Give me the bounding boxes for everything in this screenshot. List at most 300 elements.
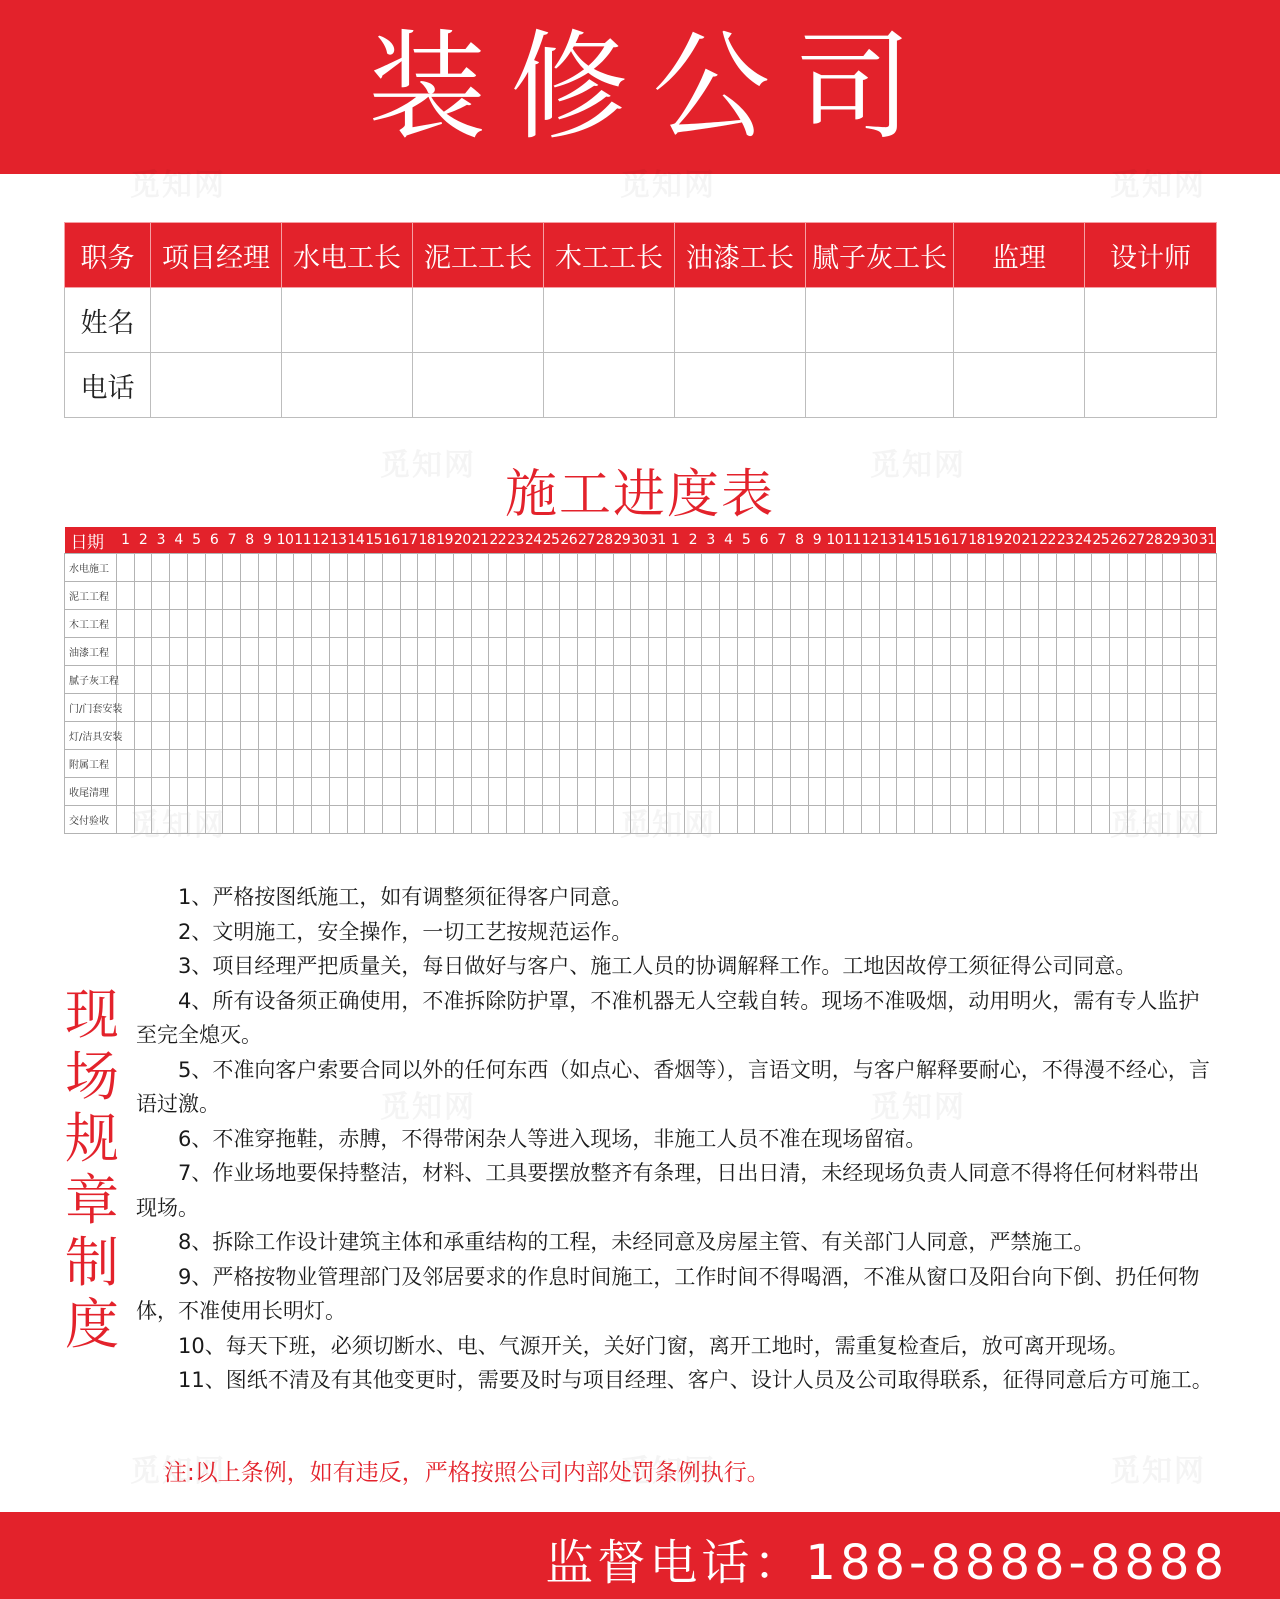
schedule-cell[interactable]: [915, 582, 933, 610]
schedule-cell[interactable]: [383, 750, 401, 778]
schedule-cell[interactable]: [117, 638, 135, 666]
schedule-cell[interactable]: [241, 694, 259, 722]
schedule-cell[interactable]: [205, 694, 223, 722]
schedule-cell[interactable]: [595, 666, 613, 694]
schedule-cell[interactable]: [578, 582, 596, 610]
schedule-cell[interactable]: [187, 750, 205, 778]
schedule-cell[interactable]: [524, 554, 542, 582]
schedule-cell[interactable]: [755, 750, 773, 778]
schedule-cell[interactable]: [1163, 806, 1181, 834]
schedule-cell[interactable]: [897, 750, 915, 778]
schedule-cell[interactable]: [985, 638, 1003, 666]
schedule-cell[interactable]: [985, 722, 1003, 750]
schedule-cell[interactable]: [1198, 554, 1216, 582]
schedule-cell[interactable]: [755, 778, 773, 806]
schedule-cell[interactable]: [1092, 806, 1110, 834]
schedule-cell[interactable]: [1039, 750, 1057, 778]
schedule-cell[interactable]: [1145, 806, 1163, 834]
schedule-cell[interactable]: [223, 694, 241, 722]
schedule-cell[interactable]: [790, 778, 808, 806]
schedule-cell[interactable]: [702, 666, 720, 694]
schedule-cell[interactable]: [170, 666, 188, 694]
schedule-cell[interactable]: [666, 806, 684, 834]
schedule-cell[interactable]: [1039, 666, 1057, 694]
schedule-cell[interactable]: [1127, 638, 1145, 666]
schedule-cell[interactable]: [294, 778, 312, 806]
schedule-cell[interactable]: [985, 666, 1003, 694]
schedule-cell[interactable]: [117, 582, 135, 610]
schedule-cell[interactable]: [241, 750, 259, 778]
schedule-cell[interactable]: [578, 722, 596, 750]
schedule-cell[interactable]: [276, 638, 294, 666]
schedule-cell[interactable]: [932, 722, 950, 750]
schedule-cell[interactable]: [595, 554, 613, 582]
schedule-cell[interactable]: [507, 694, 525, 722]
schedule-cell[interactable]: [595, 694, 613, 722]
schedule-cell[interactable]: [436, 722, 454, 750]
schedule-cell[interactable]: [347, 638, 365, 666]
schedule-cell[interactable]: [631, 666, 649, 694]
schedule-cell[interactable]: [471, 582, 489, 610]
schedule-cell[interactable]: [719, 582, 737, 610]
schedule-cell[interactable]: [790, 806, 808, 834]
schedule-cell[interactable]: [134, 610, 152, 638]
schedule-cell[interactable]: [471, 554, 489, 582]
schedule-cell[interactable]: [808, 694, 826, 722]
schedule-cell[interactable]: [383, 554, 401, 582]
schedule-cell[interactable]: [932, 750, 950, 778]
schedule-cell[interactable]: [932, 666, 950, 694]
schedule-cell[interactable]: [613, 666, 631, 694]
schedule-cell[interactable]: [205, 750, 223, 778]
schedule-cell[interactable]: [117, 610, 135, 638]
schedule-cell[interactable]: [897, 666, 915, 694]
schedule-cell[interactable]: [542, 638, 560, 666]
schedule-cell[interactable]: [1056, 750, 1074, 778]
schedule-cell[interactable]: [578, 666, 596, 694]
schedule-cell[interactable]: [1181, 750, 1199, 778]
schedule-cell[interactable]: [755, 666, 773, 694]
schedule-cell[interactable]: [187, 582, 205, 610]
schedule-cell[interactable]: [702, 554, 720, 582]
schedule-cell[interactable]: [1127, 582, 1145, 610]
schedule-cell[interactable]: [436, 694, 454, 722]
schedule-cell[interactable]: [861, 806, 879, 834]
schedule-cell[interactable]: [950, 610, 968, 638]
schedule-cell[interactable]: [844, 582, 862, 610]
schedule-cell[interactable]: [170, 806, 188, 834]
name-cell[interactable]: [413, 288, 544, 353]
schedule-cell[interactable]: [1003, 750, 1021, 778]
schedule-cell[interactable]: [1003, 778, 1021, 806]
schedule-cell[interactable]: [560, 554, 578, 582]
schedule-cell[interactable]: [968, 750, 986, 778]
schedule-cell[interactable]: [666, 722, 684, 750]
schedule-cell[interactable]: [861, 722, 879, 750]
schedule-cell[interactable]: [790, 610, 808, 638]
schedule-cell[interactable]: [1003, 666, 1021, 694]
schedule-cell[interactable]: [968, 778, 986, 806]
schedule-cell[interactable]: [755, 582, 773, 610]
schedule-cell[interactable]: [1074, 638, 1092, 666]
schedule-cell[interactable]: [613, 582, 631, 610]
schedule-cell[interactable]: [294, 750, 312, 778]
schedule-cell[interactable]: [1145, 666, 1163, 694]
schedule-cell[interactable]: [1110, 582, 1128, 610]
schedule-cell[interactable]: [915, 694, 933, 722]
schedule-cell[interactable]: [1056, 582, 1074, 610]
schedule-cell[interactable]: [985, 694, 1003, 722]
schedule-cell[interactable]: [258, 610, 276, 638]
schedule-cell[interactable]: [1163, 694, 1181, 722]
schedule-cell[interactable]: [524, 666, 542, 694]
schedule-cell[interactable]: [808, 638, 826, 666]
schedule-cell[interactable]: [329, 610, 347, 638]
schedule-cell[interactable]: [826, 806, 844, 834]
schedule-cell[interactable]: [737, 666, 755, 694]
schedule-cell[interactable]: [542, 778, 560, 806]
schedule-cell[interactable]: [844, 666, 862, 694]
schedule-cell[interactable]: [489, 694, 507, 722]
name-cell[interactable]: [282, 288, 413, 353]
schedule-cell[interactable]: [187, 806, 205, 834]
schedule-cell[interactable]: [347, 610, 365, 638]
schedule-cell[interactable]: [560, 750, 578, 778]
schedule-cell[interactable]: [205, 778, 223, 806]
schedule-cell[interactable]: [649, 694, 667, 722]
schedule-cell[interactable]: [773, 610, 791, 638]
schedule-cell[interactable]: [1074, 582, 1092, 610]
schedule-cell[interactable]: [365, 694, 383, 722]
schedule-cell[interactable]: [1181, 638, 1199, 666]
schedule-cell[interactable]: [578, 778, 596, 806]
schedule-cell[interactable]: [241, 778, 259, 806]
schedule-cell[interactable]: [737, 750, 755, 778]
schedule-cell[interactable]: [294, 806, 312, 834]
schedule-cell[interactable]: [400, 806, 418, 834]
schedule-cell[interactable]: [347, 666, 365, 694]
schedule-cell[interactable]: [223, 722, 241, 750]
schedule-cell[interactable]: [1074, 666, 1092, 694]
schedule-cell[interactable]: [950, 722, 968, 750]
schedule-cell[interactable]: [560, 582, 578, 610]
schedule-cell[interactable]: [258, 778, 276, 806]
schedule-cell[interactable]: [312, 694, 330, 722]
schedule-cell[interactable]: [134, 666, 152, 694]
schedule-cell[interactable]: [241, 582, 259, 610]
schedule-cell[interactable]: [950, 750, 968, 778]
schedule-cell[interactable]: [950, 694, 968, 722]
schedule-cell[interactable]: [595, 582, 613, 610]
schedule-cell[interactable]: [418, 666, 436, 694]
schedule-cell[interactable]: [187, 778, 205, 806]
schedule-cell[interactable]: [932, 694, 950, 722]
schedule-cell[interactable]: [152, 582, 170, 610]
schedule-cell[interactable]: [737, 554, 755, 582]
schedule-cell[interactable]: [773, 778, 791, 806]
schedule-cell[interactable]: [347, 778, 365, 806]
phone-cell[interactable]: [1085, 353, 1217, 418]
schedule-cell[interactable]: [719, 554, 737, 582]
schedule-cell[interactable]: [915, 638, 933, 666]
schedule-cell[interactable]: [507, 778, 525, 806]
schedule-cell[interactable]: [560, 806, 578, 834]
schedule-cell[interactable]: [1198, 806, 1216, 834]
schedule-cell[interactable]: [1198, 694, 1216, 722]
schedule-cell[interactable]: [1003, 722, 1021, 750]
schedule-cell[interactable]: [649, 638, 667, 666]
schedule-cell[interactable]: [666, 750, 684, 778]
schedule-cell[interactable]: [631, 554, 649, 582]
schedule-cell[interactable]: [418, 610, 436, 638]
schedule-cell[interactable]: [294, 666, 312, 694]
schedule-cell[interactable]: [489, 722, 507, 750]
schedule-cell[interactable]: [453, 694, 471, 722]
schedule-cell[interactable]: [826, 610, 844, 638]
schedule-cell[interactable]: [1092, 722, 1110, 750]
schedule-cell[interactable]: [649, 806, 667, 834]
schedule-cell[interactable]: [489, 666, 507, 694]
schedule-cell[interactable]: [436, 554, 454, 582]
schedule-cell[interactable]: [1145, 750, 1163, 778]
schedule-cell[interactable]: [507, 610, 525, 638]
schedule-cell[interactable]: [542, 554, 560, 582]
schedule-cell[interactable]: [205, 638, 223, 666]
schedule-cell[interactable]: [737, 610, 755, 638]
schedule-cell[interactable]: [187, 722, 205, 750]
schedule-cell[interactable]: [453, 722, 471, 750]
schedule-cell[interactable]: [294, 610, 312, 638]
schedule-cell[interactable]: [276, 610, 294, 638]
schedule-cell[interactable]: [985, 582, 1003, 610]
schedule-cell[interactable]: [1145, 694, 1163, 722]
schedule-cell[interactable]: [187, 666, 205, 694]
schedule-cell[interactable]: [347, 554, 365, 582]
schedule-cell[interactable]: [613, 694, 631, 722]
schedule-cell[interactable]: [595, 778, 613, 806]
schedule-cell[interactable]: [755, 610, 773, 638]
schedule-cell[interactable]: [294, 554, 312, 582]
schedule-cell[interactable]: [542, 694, 560, 722]
schedule-cell[interactable]: [241, 610, 259, 638]
schedule-cell[interactable]: [808, 806, 826, 834]
schedule-cell[interactable]: [170, 778, 188, 806]
schedule-cell[interactable]: [773, 554, 791, 582]
schedule-cell[interactable]: [1056, 554, 1074, 582]
schedule-cell[interactable]: [790, 582, 808, 610]
schedule-cell[interactable]: [578, 554, 596, 582]
schedule-cell[interactable]: [312, 778, 330, 806]
schedule-cell[interactable]: [134, 638, 152, 666]
schedule-cell[interactable]: [400, 638, 418, 666]
schedule-cell[interactable]: [915, 554, 933, 582]
schedule-cell[interactable]: [134, 806, 152, 834]
schedule-cell[interactable]: [1056, 610, 1074, 638]
schedule-cell[interactable]: [117, 778, 135, 806]
schedule-cell[interactable]: [383, 722, 401, 750]
schedule-cell[interactable]: [1163, 666, 1181, 694]
schedule-cell[interactable]: [631, 806, 649, 834]
schedule-cell[interactable]: [719, 638, 737, 666]
schedule-cell[interactable]: [258, 722, 276, 750]
schedule-cell[interactable]: [329, 722, 347, 750]
schedule-cell[interactable]: [1181, 554, 1199, 582]
schedule-cell[interactable]: [1021, 582, 1039, 610]
schedule-cell[interactable]: [276, 554, 294, 582]
schedule-cell[interactable]: [719, 666, 737, 694]
schedule-cell[interactable]: [808, 778, 826, 806]
schedule-cell[interactable]: [471, 694, 489, 722]
schedule-cell[interactable]: [1074, 610, 1092, 638]
schedule-cell[interactable]: [453, 582, 471, 610]
schedule-cell[interactable]: [1021, 610, 1039, 638]
schedule-cell[interactable]: [276, 582, 294, 610]
schedule-cell[interactable]: [453, 638, 471, 666]
schedule-cell[interactable]: [471, 806, 489, 834]
schedule-cell[interactable]: [684, 610, 702, 638]
schedule-cell[interactable]: [1198, 638, 1216, 666]
schedule-cell[interactable]: [365, 638, 383, 666]
schedule-cell[interactable]: [170, 638, 188, 666]
schedule-cell[interactable]: [773, 638, 791, 666]
schedule-cell[interactable]: [1021, 638, 1039, 666]
schedule-cell[interactable]: [187, 638, 205, 666]
schedule-cell[interactable]: [560, 638, 578, 666]
schedule-cell[interactable]: [684, 778, 702, 806]
schedule-cell[interactable]: [985, 806, 1003, 834]
schedule-cell[interactable]: [276, 694, 294, 722]
schedule-cell[interactable]: [524, 694, 542, 722]
schedule-cell[interactable]: [542, 666, 560, 694]
schedule-cell[interactable]: [383, 806, 401, 834]
name-cell[interactable]: [675, 288, 806, 353]
schedule-cell[interactable]: [755, 722, 773, 750]
name-cell[interactable]: [806, 288, 954, 353]
schedule-cell[interactable]: [471, 750, 489, 778]
schedule-cell[interactable]: [507, 554, 525, 582]
schedule-cell[interactable]: [950, 806, 968, 834]
schedule-cell[interactable]: [1127, 750, 1145, 778]
schedule-cell[interactable]: [773, 750, 791, 778]
schedule-cell[interactable]: [879, 610, 897, 638]
schedule-cell[interactable]: [1163, 778, 1181, 806]
name-cell[interactable]: [544, 288, 675, 353]
schedule-cell[interactable]: [968, 582, 986, 610]
schedule-cell[interactable]: [329, 806, 347, 834]
schedule-cell[interactable]: [649, 666, 667, 694]
schedule-cell[interactable]: [595, 610, 613, 638]
schedule-cell[interactable]: [897, 610, 915, 638]
schedule-cell[interactable]: [276, 778, 294, 806]
schedule-cell[interactable]: [471, 610, 489, 638]
schedule-cell[interactable]: [312, 666, 330, 694]
schedule-cell[interactable]: [418, 582, 436, 610]
schedule-cell[interactable]: [400, 666, 418, 694]
schedule-cell[interactable]: [737, 722, 755, 750]
schedule-cell[interactable]: [152, 554, 170, 582]
schedule-cell[interactable]: [1056, 666, 1074, 694]
schedule-cell[interactable]: [152, 666, 170, 694]
schedule-cell[interactable]: [134, 722, 152, 750]
schedule-cell[interactable]: [524, 722, 542, 750]
schedule-cell[interactable]: [702, 610, 720, 638]
schedule-cell[interactable]: [808, 610, 826, 638]
schedule-cell[interactable]: [383, 666, 401, 694]
schedule-cell[interactable]: [790, 750, 808, 778]
schedule-cell[interactable]: [702, 750, 720, 778]
schedule-cell[interactable]: [1003, 806, 1021, 834]
schedule-cell[interactable]: [755, 806, 773, 834]
schedule-cell[interactable]: [1110, 722, 1128, 750]
schedule-cell[interactable]: [861, 610, 879, 638]
schedule-cell[interactable]: [152, 778, 170, 806]
schedule-cell[interactable]: [329, 582, 347, 610]
schedule-cell[interactable]: [418, 722, 436, 750]
schedule-cell[interactable]: [489, 638, 507, 666]
schedule-cell[interactable]: [844, 778, 862, 806]
schedule-cell[interactable]: [205, 666, 223, 694]
schedule-cell[interactable]: [1198, 778, 1216, 806]
schedule-cell[interactable]: [968, 806, 986, 834]
schedule-cell[interactable]: [684, 694, 702, 722]
schedule-cell[interactable]: [1074, 554, 1092, 582]
schedule-cell[interactable]: [453, 666, 471, 694]
schedule-cell[interactable]: [773, 694, 791, 722]
schedule-cell[interactable]: [684, 722, 702, 750]
phone-cell[interactable]: [675, 353, 806, 418]
schedule-cell[interactable]: [1127, 554, 1145, 582]
schedule-cell[interactable]: [1003, 582, 1021, 610]
schedule-cell[interactable]: [844, 694, 862, 722]
schedule-cell[interactable]: [524, 806, 542, 834]
schedule-cell[interactable]: [294, 722, 312, 750]
schedule-cell[interactable]: [631, 750, 649, 778]
schedule-cell[interactable]: [1092, 750, 1110, 778]
schedule-cell[interactable]: [932, 582, 950, 610]
schedule-cell[interactable]: [205, 582, 223, 610]
schedule-cell[interactable]: [1127, 806, 1145, 834]
schedule-cell[interactable]: [436, 806, 454, 834]
schedule-cell[interactable]: [365, 610, 383, 638]
schedule-cell[interactable]: [1003, 694, 1021, 722]
schedule-cell[interactable]: [524, 610, 542, 638]
schedule-cell[interactable]: [666, 582, 684, 610]
schedule-cell[interactable]: [276, 722, 294, 750]
schedule-cell[interactable]: [578, 806, 596, 834]
schedule-cell[interactable]: [117, 554, 135, 582]
schedule-cell[interactable]: [719, 806, 737, 834]
schedule-cell[interactable]: [241, 638, 259, 666]
schedule-cell[interactable]: [276, 666, 294, 694]
schedule-cell[interactable]: [702, 694, 720, 722]
schedule-cell[interactable]: [365, 722, 383, 750]
schedule-cell[interactable]: [542, 806, 560, 834]
schedule-cell[interactable]: [329, 666, 347, 694]
schedule-cell[interactable]: [950, 582, 968, 610]
schedule-cell[interactable]: [631, 778, 649, 806]
schedule-cell[interactable]: [453, 554, 471, 582]
phone-cell[interactable]: [806, 353, 954, 418]
schedule-cell[interactable]: [666, 694, 684, 722]
schedule-cell[interactable]: [684, 666, 702, 694]
schedule-cell[interactable]: [790, 694, 808, 722]
schedule-cell[interactable]: [1056, 722, 1074, 750]
schedule-cell[interactable]: [170, 610, 188, 638]
schedule-cell[interactable]: [702, 806, 720, 834]
schedule-cell[interactable]: [915, 666, 933, 694]
schedule-cell[interactable]: [666, 778, 684, 806]
schedule-cell[interactable]: [560, 694, 578, 722]
